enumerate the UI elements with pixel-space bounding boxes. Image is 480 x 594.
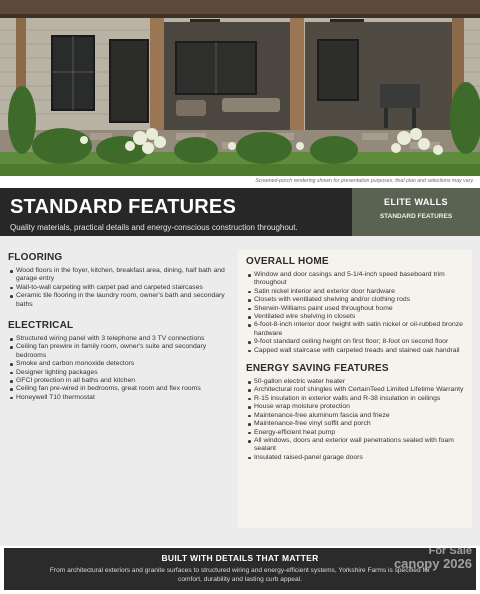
list-item: All windows, doors and exterior wall penetrations sealed with foam sealant (246, 437, 464, 454)
list-item: Honeywell T10 thermostat (8, 394, 236, 402)
list-item: Maintenance-free vinyl soffit and porch (246, 420, 464, 428)
list-item: Energy-efficient heat pump (246, 429, 464, 437)
list-item: Wall-to-wall carpeting with carpet pad and carpeted staircases (8, 284, 236, 292)
hero-caption: Screened-porch rendering shown for presentation purposes; final plan and selections may vary. (255, 178, 474, 184)
title-band (0, 188, 352, 236)
list-item: 50-gallon electric water heater (246, 378, 464, 386)
badge-subtitle: STANDARD FEATURES (379, 213, 453, 220)
footer-text: From architectural exteriors and granite surfaces to structured wiring and energy-efficient systems, Yorkshire Farms is specified for comfort, durability and lasting curb appeal. (49, 567, 431, 583)
porch-rendering-image (0, 0, 480, 176)
list-item: Architectural roof shingles with CertainTeed Limited Lifetime Warranty (246, 386, 464, 394)
features-panel (0, 236, 480, 546)
list-item: 6-foot-8-inch interior door height with satin nickel or oil-rubbed bronze hardware (246, 321, 464, 338)
page-subtitle: Quality materials, practical details and energy-conscious construction throughout. (10, 223, 298, 232)
list-item: Ceiling fan prewire in family room, owner's suite and secondary bedrooms (8, 343, 236, 360)
list-item: Maintenance-free aluminum fascia and frieze (246, 412, 464, 420)
flooring-heading: FLOORING (8, 252, 63, 263)
electrical-list (8, 335, 236, 402)
list-item: Smoke and carbon monoxide detectors (8, 360, 236, 368)
list-item: Closets with ventilated shelving and/or clothing rods (246, 296, 464, 304)
list-item: Capped wall staircase with carpeted treads and stained oak handrail (246, 347, 464, 355)
list-item: Window and door casings and 5-1/4-inch speed baseboard trim throughout (246, 271, 464, 288)
overall-home-list (246, 271, 464, 355)
list-item: Satin nickel interior and exterior door hardware (246, 288, 464, 296)
list-item: Ceiling fan pre-wired in bedrooms, great room and flex rooms (8, 385, 236, 393)
list-item: 9-foot standard ceiling height on first floor; 8-foot on second floor (246, 338, 464, 346)
list-item: Ventilated wire shelving in closets (246, 313, 464, 321)
elite-walls-badge (352, 188, 480, 236)
page-title: STANDARD FEATURES (10, 196, 236, 218)
list-item: Sherwin-Williams paint used throughout home (246, 305, 464, 313)
list-item: Insulated raised-panel garage doors (246, 454, 464, 462)
footer-title: BUILT WITH DETAILS THAT MATTER (161, 553, 319, 563)
footer-banner (4, 548, 476, 590)
list-item: Designer lighting packages (8, 369, 236, 377)
flooring-list (8, 267, 236, 309)
list-item: Wood floors in the foyer, kitchen, breakfast area, dining, half bath and garage entry (8, 267, 236, 284)
badge-title: ELITE WALLS (384, 197, 448, 207)
list-item: House wrap moisture protection (246, 403, 464, 411)
electrical-heading: ELECTRICAL (8, 320, 74, 332)
list-item: R-15 insulation in exterior walls and R-38 insulation in ceilings (246, 395, 464, 403)
energy-saving-heading: ENERGY SAVING FEATURES (246, 363, 389, 375)
left-column (8, 252, 236, 402)
watermark-line1: For Sale (428, 545, 472, 557)
overall-home-heading: OVERALL HOME (246, 256, 329, 267)
list-item: GFCI protection in all baths and kitchen (8, 377, 236, 385)
energy-saving-list (246, 378, 464, 462)
right-column (238, 250, 472, 528)
list-item: Structured wiring panel with 3 telephone and 3 TV connections (8, 335, 236, 343)
list-item: Ceramic tile flooring in the laundry room, owner's bath and secondary baths (8, 292, 236, 309)
watermark-line2: canopy 2026 (393, 556, 472, 571)
